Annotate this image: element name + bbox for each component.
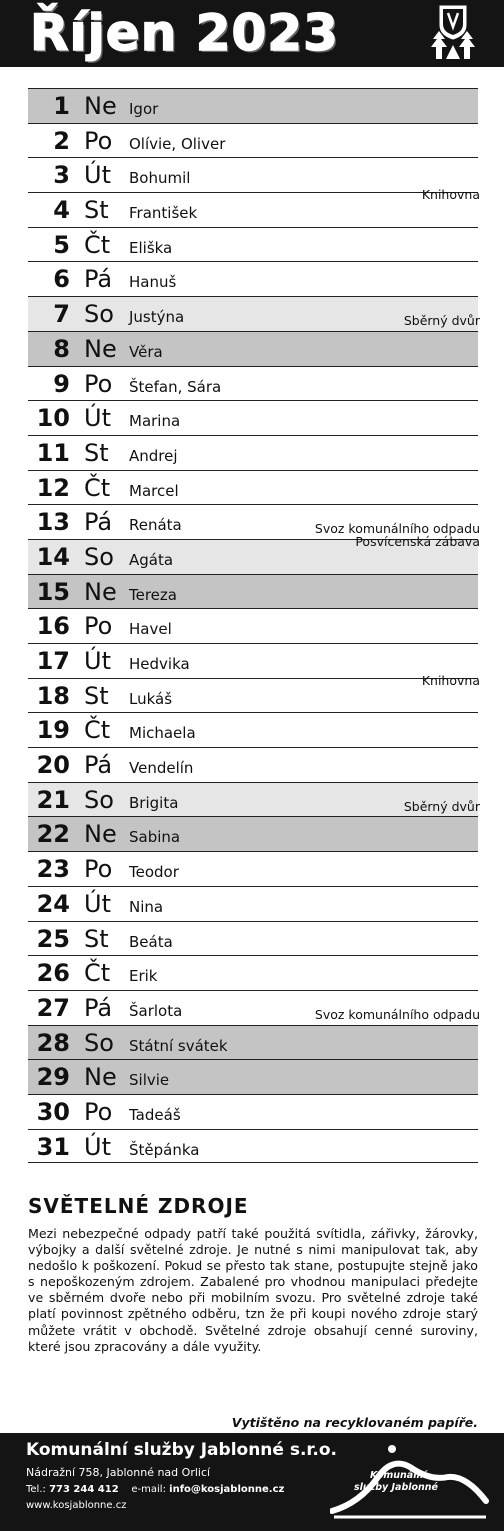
day-number: 11 [36,438,70,467]
day-of-week: Pá [84,508,113,537]
day-event: Posvícenská zábava [355,533,480,549]
day-row [28,1025,478,1060]
info-section [28,1193,478,1355]
day-row [28,123,478,158]
day-number: 12 [36,473,70,502]
day-of-week: So [84,785,114,814]
company-name: Komunální služby Jablonné s.r.o. [26,1440,337,1460]
day-of-week: St [84,924,109,953]
day-row [28,400,478,435]
day-number: 13 [36,508,70,537]
name-day: Andrej [129,446,178,465]
name-day: Eliška [129,238,173,257]
day-number: 19 [36,716,70,745]
day-row [28,921,478,956]
day-number: 1 [53,92,70,120]
day-event: Sběrný dvůr [403,313,480,329]
day-row [28,296,478,331]
day-of-week: St [84,438,109,467]
day-number: 31 [36,1132,70,1161]
name-day: Justýna [129,308,185,327]
day-row [28,672,480,713]
day-row [28,990,478,1025]
name-day: Renáta [129,516,182,535]
day-event: Knihovna [421,187,480,203]
day-number: 29 [36,1063,70,1092]
email-link[interactable]: info@kosjablonne.cz [169,1484,285,1495]
day-event: Knihovna [421,672,480,688]
name-day: Státní svátek [129,1036,228,1055]
footer-bar [0,1433,504,1531]
day-of-week: St [84,196,109,225]
day-of-week: Po [84,126,113,155]
day-number: 15 [36,577,70,606]
day-of-week: Po [84,1097,113,1126]
day-row [28,227,478,262]
tel-label: Tel.: [26,1484,46,1495]
coat-of-arms-icon [426,3,480,63]
day-number: 30 [36,1097,70,1126]
day-number: 2 [53,126,70,155]
day-of-week: Ne [84,92,117,120]
day-row [28,261,478,296]
name-day: Agáta [129,550,174,569]
name-day: Brigita [129,793,179,812]
logo-line2: služby Jablonné [354,1482,439,1493]
email-label: e-mail: [131,1484,166,1495]
name-day: Hanuš [129,273,177,292]
day-row [28,533,480,574]
website-link[interactable]: www.kosjablonne.cz [26,1500,127,1511]
day-row [28,157,478,192]
day-of-week: Út [84,889,111,918]
day-number: 23 [36,855,70,884]
day-of-week: Čt [84,716,111,745]
day-of-week: Pá [84,993,113,1022]
day-of-week: Út [84,1132,111,1161]
day-of-week: Út [84,404,111,433]
info-heading: SVĚTELNÉ ZDROJE [28,1194,249,1218]
day-of-week: Ne [84,1063,117,1092]
name-day: Sabina [129,828,181,847]
day-row [28,712,478,747]
day-row [28,1059,478,1094]
day-number: 5 [53,230,70,259]
name-day: Havel [129,620,172,639]
info-text: Mezi nebezpečné odpady patří také použitá svítidla, zářivky, žárovky, výbojky a další světelné zdroje. Je nutné s nimi manipulovat tak, aby nedošlo k poškození. Pokud se přesto tak stane, postupujte stejně jako s nepoškozeným zdrojem. Zabalené pro vhodnou manipulaci předejte ve sběrném dvoře nebo při mobilním svozu. Pro světelné zdroje také platí povinnost zpětného odběru, tzn že při koupi nového zdroje starý můžete vrátit v obchodě. Světelné zdroje obsahují cenné suroviny, které jsou zpracovány a dále využity. [28,1226,478,1354]
day-of-week: So [84,542,114,571]
day-row [28,435,478,470]
day-row [28,955,478,990]
day-of-week: St [84,681,109,710]
day-number: 25 [36,924,70,953]
day-of-week: Út [84,161,111,190]
day-number: 28 [36,1028,70,1057]
name-day: Beáta [129,932,173,951]
day-of-week: So [84,1028,114,1057]
day-row [28,1094,478,1129]
name-day: Nina [129,897,164,916]
day-number: 8 [53,334,70,363]
name-day: Lukáš [129,689,173,708]
header-bar [0,0,504,67]
day-row [28,574,478,609]
day-number: 9 [53,369,70,398]
day-row [28,816,478,851]
name-day: Tadeáš [129,1105,181,1124]
day-number: 26 [36,959,70,988]
name-day: Vendelín [129,759,194,778]
day-of-week: Pá [84,751,113,780]
name-day: Teodor [129,863,179,882]
day-number: 22 [36,820,70,849]
day-number: 4 [53,196,70,225]
day-number: 20 [36,751,70,780]
day-event: Sběrný dvůr [403,798,480,814]
day-number: 7 [53,300,70,329]
day-of-week: Ne [84,334,117,363]
day-number: 14 [36,542,70,571]
day-list [28,88,478,1163]
printed-note: Vytištěno na recyklovaném papíře. [231,1415,478,1430]
name-day: František [129,204,198,223]
name-day: Michaela [129,724,196,743]
day-row [28,747,478,782]
day-number: 27 [36,993,70,1022]
day-number: 18 [36,681,70,710]
day-row [28,470,478,505]
day-row [28,88,478,123]
day-of-week: Pá [84,265,113,294]
day-of-week: Čt [84,473,111,502]
day-of-week: Ne [84,577,117,606]
contact-line [26,1483,284,1497]
name-day: Hedvika [129,655,190,673]
company-logo [330,1437,490,1529]
logo-line1: Komunální [370,1470,427,1481]
tel-number: 773 244 412 [49,1484,119,1495]
day-row [28,782,478,817]
day-of-week: Út [84,647,111,675]
name-day: Tereza [129,585,177,604]
day-row [28,187,480,227]
day-row [28,851,478,886]
month-title: Říjen 2023 [30,4,339,62]
name-day: Bohumil [129,169,191,188]
name-day: Věra [129,342,163,361]
name-day: Olívie, Oliver [129,134,226,153]
day-number: 24 [36,889,70,918]
day-of-week: Po [84,855,113,884]
day-of-week: Ne [84,820,117,849]
day-row [28,366,478,401]
day-row [28,608,478,643]
day-of-week: Čt [84,959,111,988]
name-day: Marina [129,412,181,431]
name-day: Erik [129,967,158,986]
day-of-week: So [84,300,114,329]
day-number: 17 [36,647,70,675]
day-number: 21 [36,785,70,814]
day-row [28,643,478,678]
name-day: Šarlota [129,1001,183,1020]
day-number: 6 [53,265,70,294]
day-number: 16 [36,612,70,641]
name-day: Štěpánka [129,1140,200,1159]
name-day: Igor [129,100,159,118]
name-day: Štefan, Sára [129,377,222,396]
name-day: Silvie [129,1071,170,1090]
day-event: Svoz komunálního odpadu [314,1006,480,1022]
day-row [28,1129,478,1164]
day-row [28,331,478,366]
day-event: Svoz komunálního odpadu [314,521,480,537]
day-number: 10 [36,404,70,433]
day-of-week: Po [84,612,113,641]
day-row [28,886,478,921]
day-of-week: Čt [84,230,111,259]
day-number: 3 [53,161,70,190]
day-of-week: Po [84,369,113,398]
company-address: Nádražní 758, Jablonné nad Orlicí [26,1466,211,1479]
name-day: Marcel [129,481,179,500]
